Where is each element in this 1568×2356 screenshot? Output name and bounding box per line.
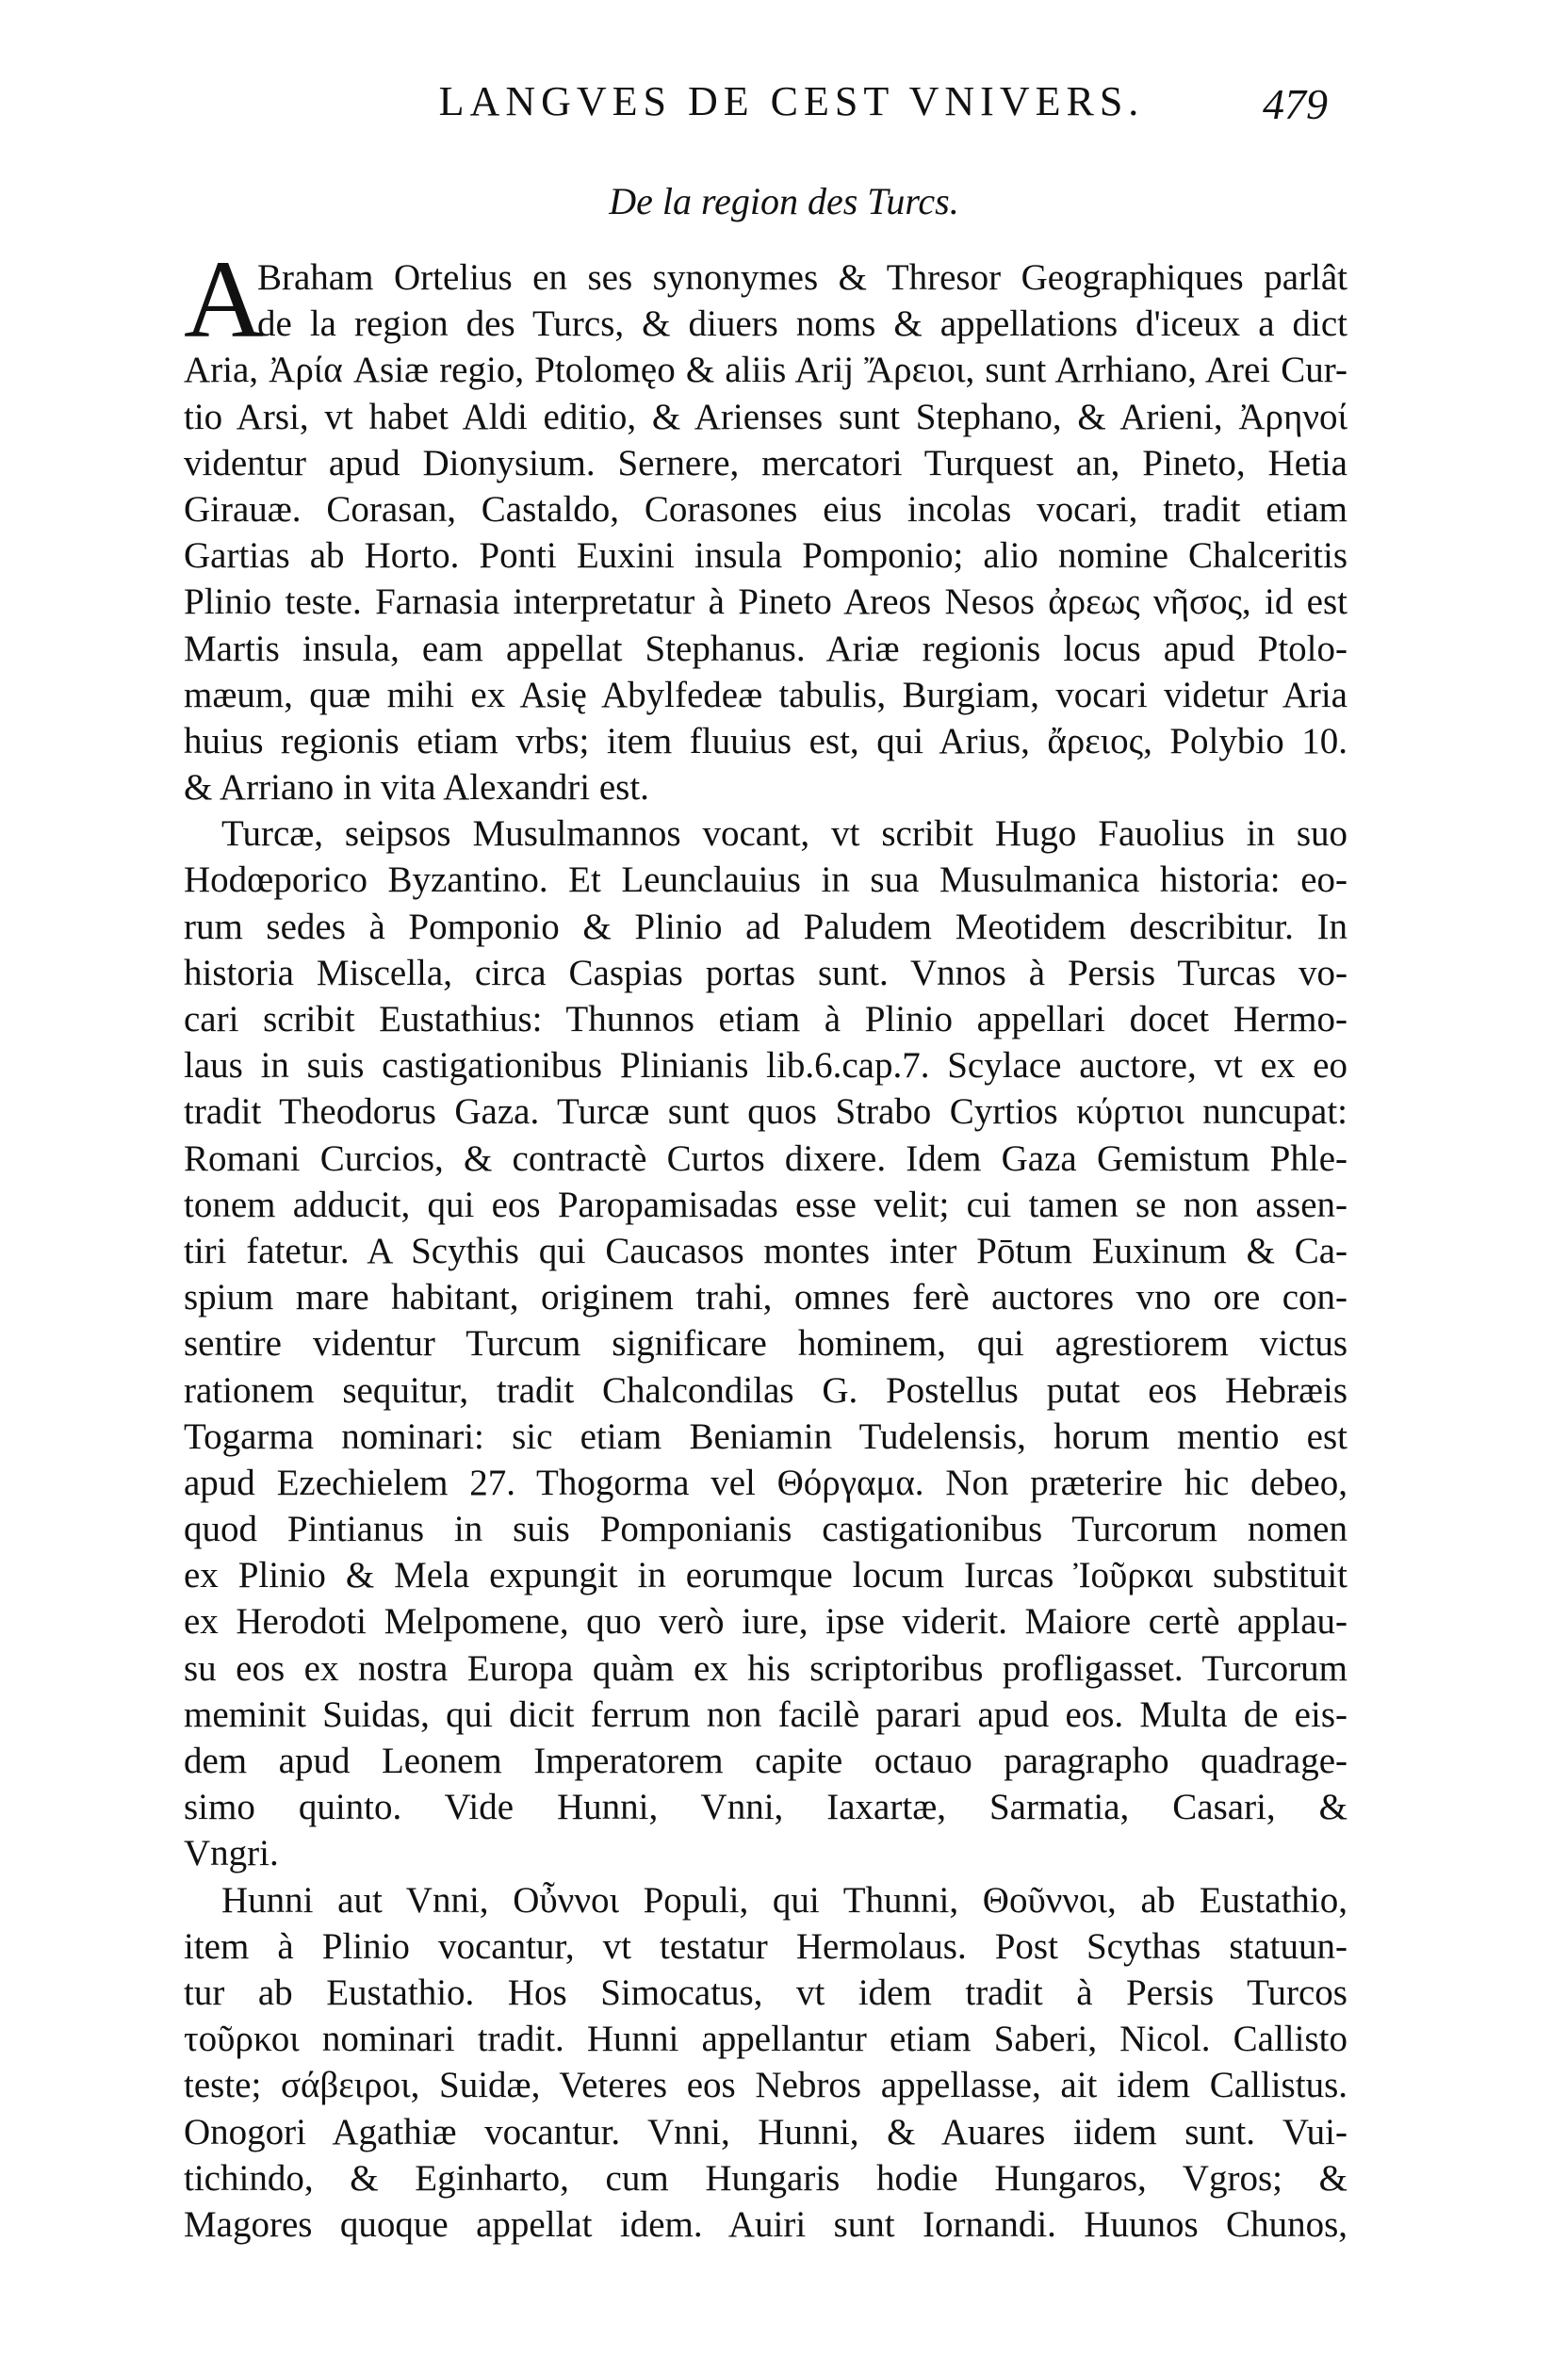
section-title: De la region des Turcs. [609,180,959,222]
text-line: Plinio teste. Farnasia interpretatur à Pineto Areos Nesos ἀρεως νῆσος, id est [184,581,1348,623]
text-line: tradit Theodorus Gaza. Turcæ sunt quos Strabo Cyrtios κύρτιοι nuncupat: [184,1091,1348,1133]
text-line: Hunni aut Vnni, Οὖννοι Populi, qui Thunni, Θοῦννοι, ab Eustathio, [221,1879,1348,1921]
text-line: τοῦρκοι nominari tradit. Hunni appellantur etiam Saberi, Nicol. Callisto [184,2019,1348,2060]
text-line: spium mare habitant, originem trahi, omnes ferè auctores vno ore con- [184,1277,1348,1318]
text-line: Hodœporico Byzantino. Et Leunclauius in sua Musulmanica historia: eo- [184,859,1348,901]
drop-cap: A [184,237,265,361]
text-line: Martis insula, eam appellat Stephanus. Ariæ regionis locus apud Ptolo- [184,628,1348,669]
text-line: simo quinto. Vide Hunni, Vnni, Iaxartæ, Sarmatia, Casari, & [184,1787,1348,1828]
text-line: Gartias ab Horto. Ponti Euxini insula Pomponio; alio nomine Chalceritis [184,535,1348,577]
text-line: item à Plinio vocantur, vt testatur Hermolaus. Post Scythas statuun- [184,1925,1348,1967]
text-line: su eos ex nostra Europa quàm ex his scriptoribus profligasset. Turcorum [184,1647,1348,1689]
text-line: meminit Suidas, qui dicit ferrum non facilè parari apud eos. Multa de eis- [184,1693,1348,1735]
text-line: mæum, quæ mihi ex Asię Abylfedeæ tabulis, Burgiam, vocari videtur Aria [184,674,1348,715]
text-line: & Arriano in vita Alexandri est. [184,767,649,809]
text-line: cari scribit Eustathius: Thunnos etiam à Plinio appellari docet Hermo- [184,999,1348,1039]
text-line: tiri fatetur. A Scythis qui Caucasos montes inter Pōtum Euxinum & Ca- [184,1230,1348,1271]
text-line: ex Plinio & Mela expungit in eorumque locum Iurcas Ἰοῦρκαι substituit [184,1555,1348,1596]
text-line: tio Arsi, vt habet Aldi editio, & Arienses sunt Stephano, & Arieni, Ἀρηνοί [184,396,1348,437]
text-line: historia Miscella, circa Caspias portas sunt. Vnnos à Persis Turcas vo- [184,952,1348,993]
text-line: tur ab Eustathio. Hos Simocatus, vt idem tradit à Persis Turcos [184,1972,1348,2013]
text-line: Onogori Agathiæ vocantur. Vnni, Hunni, & Auares iidem sunt. Vui- [184,2111,1348,2152]
text-line: Togarma nominari: sic etiam Beniamin Tudelensis, horum mentio est [184,1415,1348,1457]
text-line: Braham Ortelius en ses synonymes & Thresor Geographiques parlât [257,257,1348,298]
text-line: Romani Curcios, & contractè Curtos dixere. Idem Gaza Gemistum Phle- [184,1137,1348,1179]
text-line: dem apud Leonem Imperatorem capite octauo paragrapho quadrage- [184,1741,1348,1781]
text-line: Vngri. [184,1833,279,1874]
text-line: ex Herodoti Melpomene, quo verò iure, ipse viderit. Maiore certè applau- [184,1601,1348,1643]
text-line: Girauæ. Corasan, Castaldo, Corasones eius incolas vocari, tradit etiam [184,488,1348,530]
text-line: tichindo, & Eginharto, cum Hungaris hodie Hungaros, Vgros; & [184,2157,1348,2199]
text-line: videntur apud Dionysium. Sernere, mercatori Turquest an, Pineto, Hetia [184,442,1348,483]
text-line: teste; σάβειροι, Suidæ, Veteres eos Nebros appellasse, ait idem Callistus. [184,2065,1348,2106]
body-text [184,237,1348,2248]
text-line: tonem adducit, qui eos Paropamisadas esse velit; cui tamen se non assen- [184,1184,1348,1225]
text-line: quod Pintianus in suis Pomponianis castigationibus Turcorum nomen [184,1509,1348,1550]
text-line: de la region des Turcs, & diuers noms & appellations d'iceux a dict [257,303,1348,345]
text-line: Turcæ, seipsos Musulmannos vocant, vt scribit Hugo Fauolius in suo [221,813,1348,855]
running-head: LANGVES DE CEST VNIVERS. [438,78,1145,124]
text-line: apud Ezechielem 27. Thogorma vel Θόργαμα. Non præterire hic debeo, [184,1462,1348,1503]
page-number: 479 [1263,80,1328,128]
text-line: huius regionis etiam vrbs; item fluuius est, qui Arius, ἄρειος, Polybio 10. [184,720,1348,761]
text-line: rum sedes à Pomponio & Plinio ad Paludem Meotidem describitur. In [184,906,1348,947]
text-line: Magores quoque appellat idem. Auiri sunt Iornandi. Huunos Chunos, [184,2203,1348,2245]
text-line: rationem sequitur, tradit Chalcondilas G. Postellus putat eos Hebræis [184,1369,1348,1411]
text-line: laus in suis castigationibus Plinianis lib.6.cap.7. Scylace auctore, vt ex eo [184,1045,1348,1087]
text-line: sentire videntur Turcum significare hominem, qui agrestiorem victus [184,1323,1348,1365]
text-line: Aria, Ἀρία Asiæ regio, Ptolomęo & aliis Arij Ἄρειοι, sunt Arrhiano, Arei Cur- [184,350,1348,391]
